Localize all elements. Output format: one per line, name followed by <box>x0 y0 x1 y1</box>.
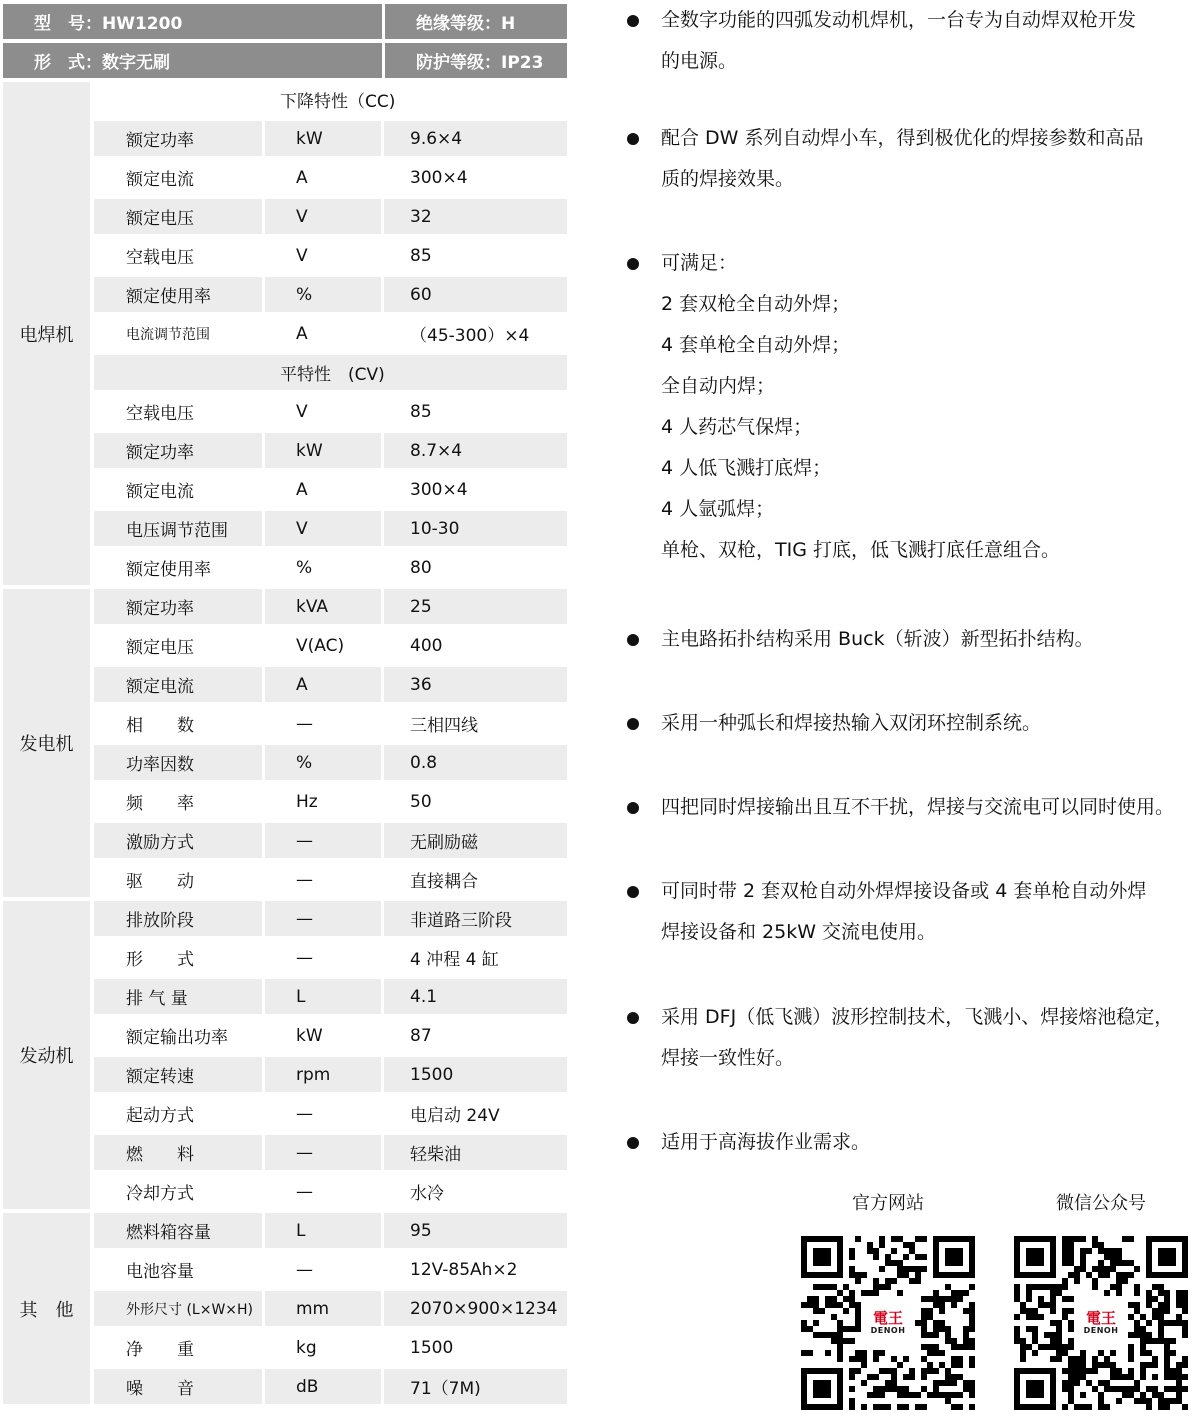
group-rows <box>94 589 567 897</box>
param-value: 4.1 <box>384 979 567 1014</box>
logo-en: DENOH <box>1083 1326 1119 1335</box>
param-value: 50 <box>410 791 432 812</box>
feature-line: 四把同时焊接输出且互不干扰，焊接与交流电可以同时使用。 <box>661 796 1175 818</box>
table-row <box>94 511 567 546</box>
feature-text <box>661 243 1194 571</box>
param-name: 额定功率 <box>94 121 262 156</box>
section-title: 下降特性（CC) <box>280 92 396 112</box>
qr-wechat <box>1014 1190 1188 1410</box>
feature-text <box>661 703 1194 744</box>
param-value: 300×4 <box>410 167 468 188</box>
param-value: 电启动 24V <box>410 1106 500 1126</box>
param-unit: % <box>265 745 381 780</box>
qr-website <box>801 1190 975 1410</box>
table-row <box>94 901 567 936</box>
param-unit: V <box>265 511 381 546</box>
param-unit: kVA <box>265 589 381 624</box>
bullet-icon <box>627 802 639 814</box>
feature-text <box>661 871 1194 953</box>
feature-line: 4 人氩弧焊； <box>661 498 775 520</box>
qr-code-image <box>1014 1236 1188 1410</box>
form-cell: 形 式：数字无刷 <box>3 43 382 78</box>
param-value: 水冷 <box>410 1184 444 1204</box>
feature-item <box>622 1122 1194 1163</box>
param-unit: rpm <box>265 1057 381 1092</box>
feature-text <box>661 619 1194 660</box>
table-row <box>94 862 567 897</box>
table-row <box>94 1096 567 1131</box>
param-name: 相 数 <box>126 716 194 736</box>
feature-text <box>661 0 1194 82</box>
param-name: 冷却方式 <box>126 1184 194 1204</box>
feature-text <box>661 787 1194 828</box>
param-unit: kg <box>296 1337 317 1358</box>
feature-item <box>622 703 1194 744</box>
param-value: 直接耦合 <box>410 872 478 892</box>
feature-line: 质的焊接效果。 <box>661 168 795 190</box>
param-value: 无刷励磁 <box>384 823 567 858</box>
group-rows <box>94 901 567 1209</box>
feature-line: 可同时带 2 套双枪自动外焊焊接设备或 4 套单枪自动外焊 <box>661 880 1147 902</box>
feature-item <box>622 243 1194 571</box>
bullet-icon <box>627 718 639 730</box>
param-unit: mm <box>265 1291 381 1326</box>
table-row <box>94 121 567 156</box>
param-unit: V <box>265 199 381 234</box>
feature-line: 单枪、双枪，TIG 打底，低飞溅打底任意组合。 <box>661 539 1060 561</box>
param-name: 燃 料 <box>94 1135 262 1170</box>
logo-cn: 電王 <box>872 1309 903 1327</box>
param-name: 额定转速 <box>94 1057 262 1092</box>
insulation-cell: 绝缘等级：H <box>385 4 567 39</box>
table-row <box>94 979 567 1014</box>
feature-line: 采用 DFJ（低飞溅）波形控制技术，飞溅小、焊接熔池稳定， <box>661 1006 1174 1028</box>
param-value: 8.7×4 <box>384 433 567 468</box>
table-row <box>94 1174 567 1209</box>
bullet-icon <box>627 15 639 27</box>
brand-logo <box>1075 1297 1127 1349</box>
param-name: 排 气 量 <box>94 979 262 1014</box>
param-value: 95 <box>384 1213 567 1248</box>
feature-item <box>622 118 1194 200</box>
group-label: 其 他 <box>3 1213 90 1404</box>
group-rows <box>94 1213 567 1404</box>
feature-text <box>661 1122 1194 1163</box>
param-value: 轻柴油 <box>384 1135 567 1170</box>
table-row <box>94 1018 567 1053</box>
header-row-2 <box>3 43 567 78</box>
feature-item <box>622 997 1194 1079</box>
param-unit: V <box>296 245 308 266</box>
qr-website-title: 官方网站 <box>852 1193 924 1214</box>
table-row <box>94 1252 567 1287</box>
table-row <box>94 628 567 663</box>
feature-line: 4 套单枪全自动外焊； <box>661 334 851 356</box>
param-value: 60 <box>384 277 567 312</box>
param-value: 400 <box>410 635 443 656</box>
feature-line: 配合 DW 系列自动焊小车，得到极优化的焊接参数和高品 <box>661 127 1144 149</box>
feature-line: 可满足： <box>661 252 738 274</box>
param-name: 功率因数 <box>94 745 262 780</box>
feature-line: 全数字功能的四弧发动机焊机，一台专为自动焊双枪开发 <box>661 9 1137 31</box>
table-row <box>94 238 567 273</box>
section-row <box>94 355 567 390</box>
param-value: 1500 <box>384 1057 567 1092</box>
param-unit: kW <box>265 121 381 156</box>
param-name: 额定使用率 <box>94 277 262 312</box>
feature-text <box>661 118 1194 200</box>
param-unit: dB <box>265 1369 381 1404</box>
table-row <box>94 472 567 507</box>
param-name: 空载电压 <box>126 248 194 268</box>
param-name: 额定功率 <box>94 589 262 624</box>
header-row-1 <box>3 4 567 39</box>
feature-line: 的电源。 <box>661 50 738 72</box>
param-unit: kW <box>265 433 381 468</box>
spec-group <box>3 82 567 585</box>
param-name: 排放阶段 <box>94 901 262 936</box>
table-row <box>94 823 567 858</box>
param-value: 4 冲程 4 缸 <box>410 950 499 970</box>
feature-line: 焊接一致性好。 <box>661 1047 795 1069</box>
param-name: 额定电流 <box>94 667 262 702</box>
table-row <box>94 277 567 312</box>
param-unit: — <box>296 1103 313 1124</box>
param-name: 燃料箱容量 <box>94 1213 262 1248</box>
param-name: 电压调节范围 <box>94 511 262 546</box>
param-unit: — <box>296 947 313 968</box>
param-name: 噪 音 <box>94 1369 262 1404</box>
table-row <box>94 394 567 429</box>
feature-line: 主电路拓扑结构采用 Buck（斩波）新型拓扑结构。 <box>661 628 1094 650</box>
param-unit: kW <box>296 1025 323 1046</box>
group-label: 发电机 <box>3 589 90 897</box>
param-value: 10-30 <box>384 511 567 546</box>
spec-group <box>3 901 567 1209</box>
param-unit: — <box>296 713 313 734</box>
table-row <box>94 1057 567 1092</box>
param-name: 额定电压 <box>94 199 262 234</box>
param-unit: % <box>265 277 381 312</box>
param-value: 非道路三阶段 <box>384 901 567 936</box>
param-value: 9.6×4 <box>384 121 567 156</box>
param-unit: A <box>296 167 308 188</box>
section-title: 平特性 (CV) <box>94 355 567 390</box>
feature-line: 全自动内焊； <box>661 375 776 397</box>
param-name: 额定使用率 <box>126 560 211 580</box>
bullet-icon <box>627 1137 639 1149</box>
feature-text <box>661 997 1194 1079</box>
param-value: 2070×900×1234 <box>384 1291 567 1326</box>
model-cell: 型 号：HW1200 <box>3 4 382 39</box>
param-name: 激励方式 <box>94 823 262 858</box>
feature-line: 采用一种弧长和焊接热输入双闭环控制系统。 <box>661 712 1042 734</box>
param-unit: Hz <box>296 791 318 812</box>
param-value: 87 <box>410 1025 432 1046</box>
table-row <box>94 160 567 195</box>
spec-group <box>3 589 567 897</box>
param-unit: — <box>296 869 313 890</box>
param-value: 32 <box>384 199 567 234</box>
param-name: 电池容量 <box>126 1262 194 1282</box>
feature-line: 4 人低飞溅打底焊； <box>661 457 832 479</box>
param-name: 形 式 <box>126 950 194 970</box>
bullet-icon <box>627 133 639 145</box>
param-value: 12V-85Ah×2 <box>410 1259 518 1280</box>
feature-item <box>622 787 1194 828</box>
table-row <box>94 706 567 741</box>
table-row <box>94 784 567 819</box>
param-unit: % <box>296 557 313 578</box>
feature-item <box>622 619 1194 660</box>
table-row <box>94 316 567 351</box>
param-name: 空载电压 <box>126 404 194 424</box>
spec-table <box>3 4 567 1408</box>
bullet-icon <box>627 634 639 646</box>
feature-line: 适用于高海拔作业需求。 <box>661 1131 871 1153</box>
param-value: 三相四线 <box>410 716 478 736</box>
feature-item <box>622 871 1194 953</box>
param-value: 80 <box>410 557 432 578</box>
feature-line: 2 套双枪全自动外焊； <box>661 293 851 315</box>
bullet-icon <box>627 1012 639 1024</box>
table-row <box>94 667 567 702</box>
param-value: 85 <box>410 245 432 266</box>
table-row <box>94 550 567 585</box>
brand-logo <box>862 1297 914 1349</box>
param-unit: — <box>265 901 381 936</box>
feature-item <box>622 0 1194 82</box>
bullet-icon <box>627 258 639 270</box>
table-row <box>94 1330 567 1365</box>
param-value: 300×4 <box>410 479 468 500</box>
param-unit: A <box>296 479 308 500</box>
param-unit: A <box>265 667 381 702</box>
param-value: 1500 <box>410 1337 454 1358</box>
table-row <box>94 745 567 780</box>
table-row <box>94 1291 567 1326</box>
param-value: 71（7M) <box>384 1369 567 1404</box>
param-name: 额定电流 <box>126 170 194 190</box>
param-value: 85 <box>410 401 432 422</box>
table-row <box>94 940 567 975</box>
param-unit: V(AC) <box>296 635 345 656</box>
bullet-icon <box>627 886 639 898</box>
group-label: 发动机 <box>3 901 90 1209</box>
table-row <box>94 199 567 234</box>
param-unit: V <box>296 401 308 422</box>
table-row <box>94 1369 567 1404</box>
table-row <box>94 589 567 624</box>
param-unit: — <box>265 1135 381 1170</box>
param-name: 额定电流 <box>126 482 194 502</box>
param-name: 额定功率 <box>94 433 262 468</box>
param-value: 25 <box>384 589 567 624</box>
logo-en: DENOH <box>870 1326 906 1335</box>
spec-group <box>3 1213 567 1404</box>
feature-line: 4 人药芯气保焊； <box>661 416 813 438</box>
param-unit: A <box>296 323 308 344</box>
logo-cn: 電王 <box>1085 1309 1116 1327</box>
qr-wechat-title: 微信公众号 <box>1056 1193 1146 1214</box>
spec-groups <box>3 82 567 1404</box>
param-name: 频 率 <box>126 794 194 814</box>
param-name: 电流调节范围 <box>126 326 210 343</box>
param-unit: — <box>296 1181 313 1202</box>
param-value: （45-300）×4 <box>410 326 530 346</box>
param-value: 0.8 <box>384 745 567 780</box>
param-unit: — <box>296 1259 313 1280</box>
feature-line: 焊接设备和 25kW 交流电使用。 <box>661 921 937 943</box>
table-row <box>94 433 567 468</box>
section-row <box>94 82 567 117</box>
param-unit: L <box>265 1213 381 1248</box>
param-name: 驱 动 <box>126 872 194 892</box>
param-name: 起动方式 <box>126 1106 194 1126</box>
param-unit: L <box>265 979 381 1014</box>
protection-cell: 防护等级：IP23 <box>385 43 567 78</box>
param-unit: — <box>265 823 381 858</box>
table-row <box>94 1213 567 1248</box>
param-value: 36 <box>384 667 567 702</box>
param-name: 外形尺寸 (L×W×H) <box>94 1291 262 1326</box>
param-name: 净 重 <box>126 1340 194 1360</box>
qr-code-image <box>801 1236 975 1410</box>
group-label: 电焊机 <box>3 82 90 585</box>
param-name: 额定输出功率 <box>126 1028 228 1048</box>
group-rows <box>94 82 567 585</box>
param-name: 额定电压 <box>126 638 194 658</box>
table-row <box>94 1135 567 1170</box>
